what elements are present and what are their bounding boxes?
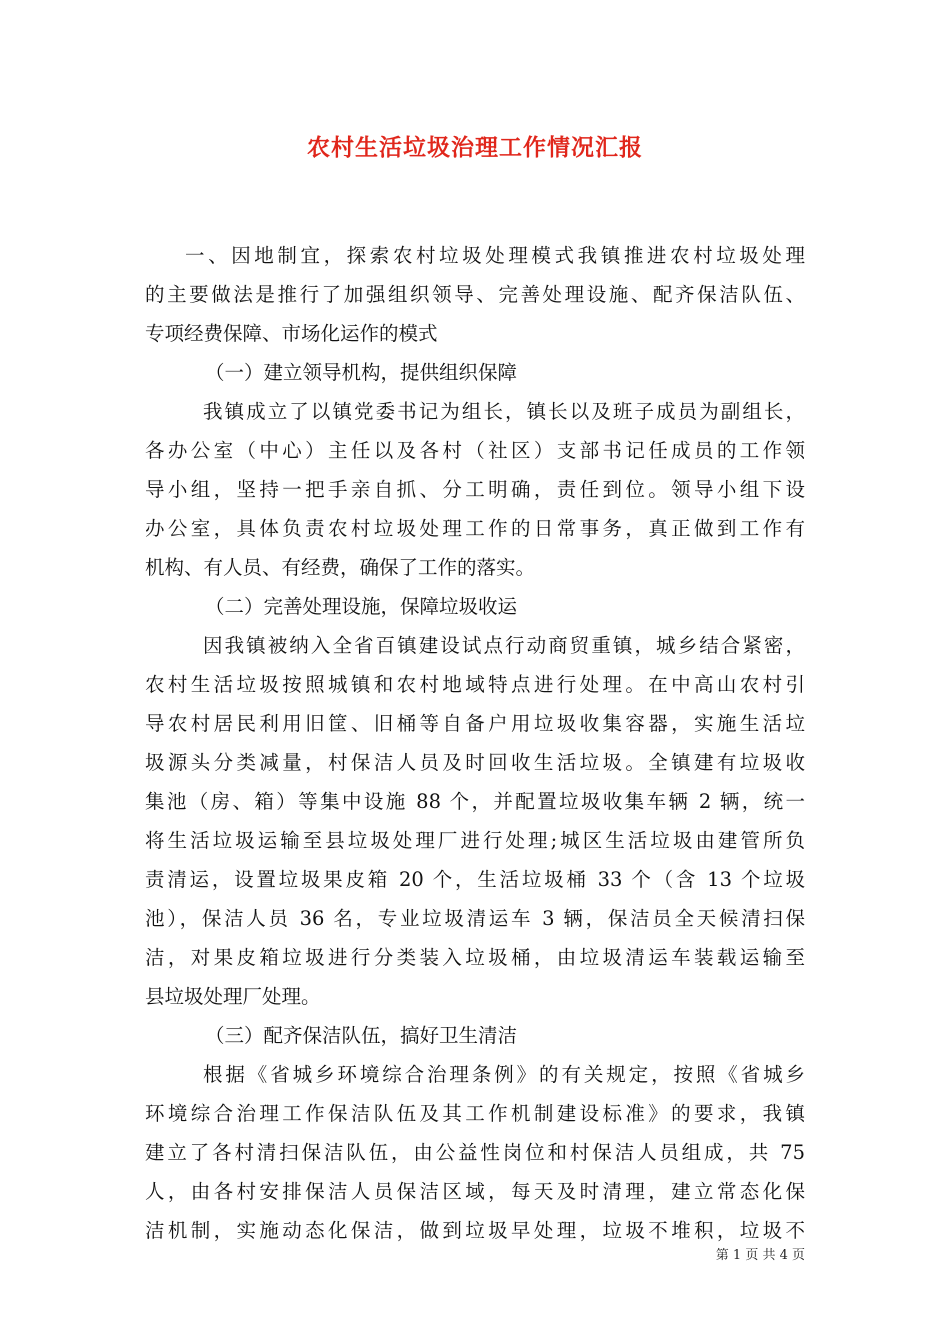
paragraph-line: 洁机制，实施动态化保洁，做到垃圾早处理，垃圾不堆积，垃圾不 [145,1219,805,1242]
page-number: 第 1 页 共 4 页 [715,1248,805,1263]
paragraph-line: 县垃圾处理厂处理。 [145,985,321,1008]
paragraph-line: 办公室，具体负责农村垃圾处理工作的日常事务，真正做到工作有 [145,517,805,540]
paragraph-line: 专项经费保障、市场化运作的模式 [145,322,438,345]
paragraph-line: 各办公室（中心）主任以及各村（社区）支部书记任成员的工作领 [145,439,805,462]
paragraph-line: 建立了各村清扫保洁队伍，由公益性岗位和村保洁人员组成，共 75 [145,1141,805,1164]
section-heading: （二）完善处理设施，保障垃圾收运 [205,595,518,618]
paragraph-line: 我镇成立了以镇党委书记为组长，镇长以及班子成员为副组长， [203,400,805,423]
document-title: 农村生活垃圾治理工作情况汇报 [307,134,643,161]
document-body [145,236,805,1250]
paragraph-line: 责清运，设置垃圾果皮箱 20 个，生活垃圾桶 33 个（含 13 个垃圾 [145,868,805,891]
paragraph-line: 导农村居民利用旧筐、旧桶等自备户用垃圾收集容器，实施生活垃 [145,712,805,735]
paragraph-line: 农村生活垃圾按照城镇和农村地域特点进行处理。在中高山农村引 [145,673,805,696]
paragraph-line: 根据《省城乡环境综合治理条例》的有关规定，按照《省城乡 [203,1063,805,1086]
paragraph-line: 机构、有人员、有经费，确保了工作的落实。 [145,556,536,579]
section-heading: （一）建立领导机构，提供组织保障 [205,361,518,384]
paragraph-line: 洁，对果皮箱垃圾进行分类装入垃圾桶，由垃圾清运车装载运输至 [145,946,805,969]
paragraph-line: 集池（房、箱）等集中设施 88 个，并配置垃圾收集车辆 2 辆，统一 [145,790,805,813]
paragraph-line: 圾源头分类减量，村保洁人员及时回收生活垃圾。全镇建有垃圾收 [145,751,805,774]
paragraph-line: 将生活垃圾运输至县垃圾处理厂进行处理;城区生活垃圾由建管所负 [145,829,805,852]
paragraph-line: 的主要做法是推行了加强组织领导、完善处理设施、配齐保洁队伍、 [145,283,805,306]
paragraph-line: 环境综合治理工作保洁队伍及其工作机制建设标准》的要求，我镇 [145,1102,805,1125]
paragraph-line: 一、因地制宜，探索农村垃圾处理模式我镇推进农村垃圾处理 [185,244,805,267]
section-heading: （三）配齐保洁队伍，搞好卫生清洁 [205,1024,518,1047]
paragraph-line: 人，由各村安排保洁人员保洁区域，每天及时清理，建立常态化保 [145,1180,805,1203]
paragraph-line: 导小组，坚持一把手亲自抓、分工明确，责任到位。领导小组下设 [145,478,805,501]
paragraph-line: 因我镇被纳入全省百镇建设试点行动商贸重镇，城乡结合紧密， [203,634,805,657]
paragraph-line: 池），保洁人员 36 名，专业垃圾清运车 3 辆，保洁员全天候清扫保 [145,907,805,930]
